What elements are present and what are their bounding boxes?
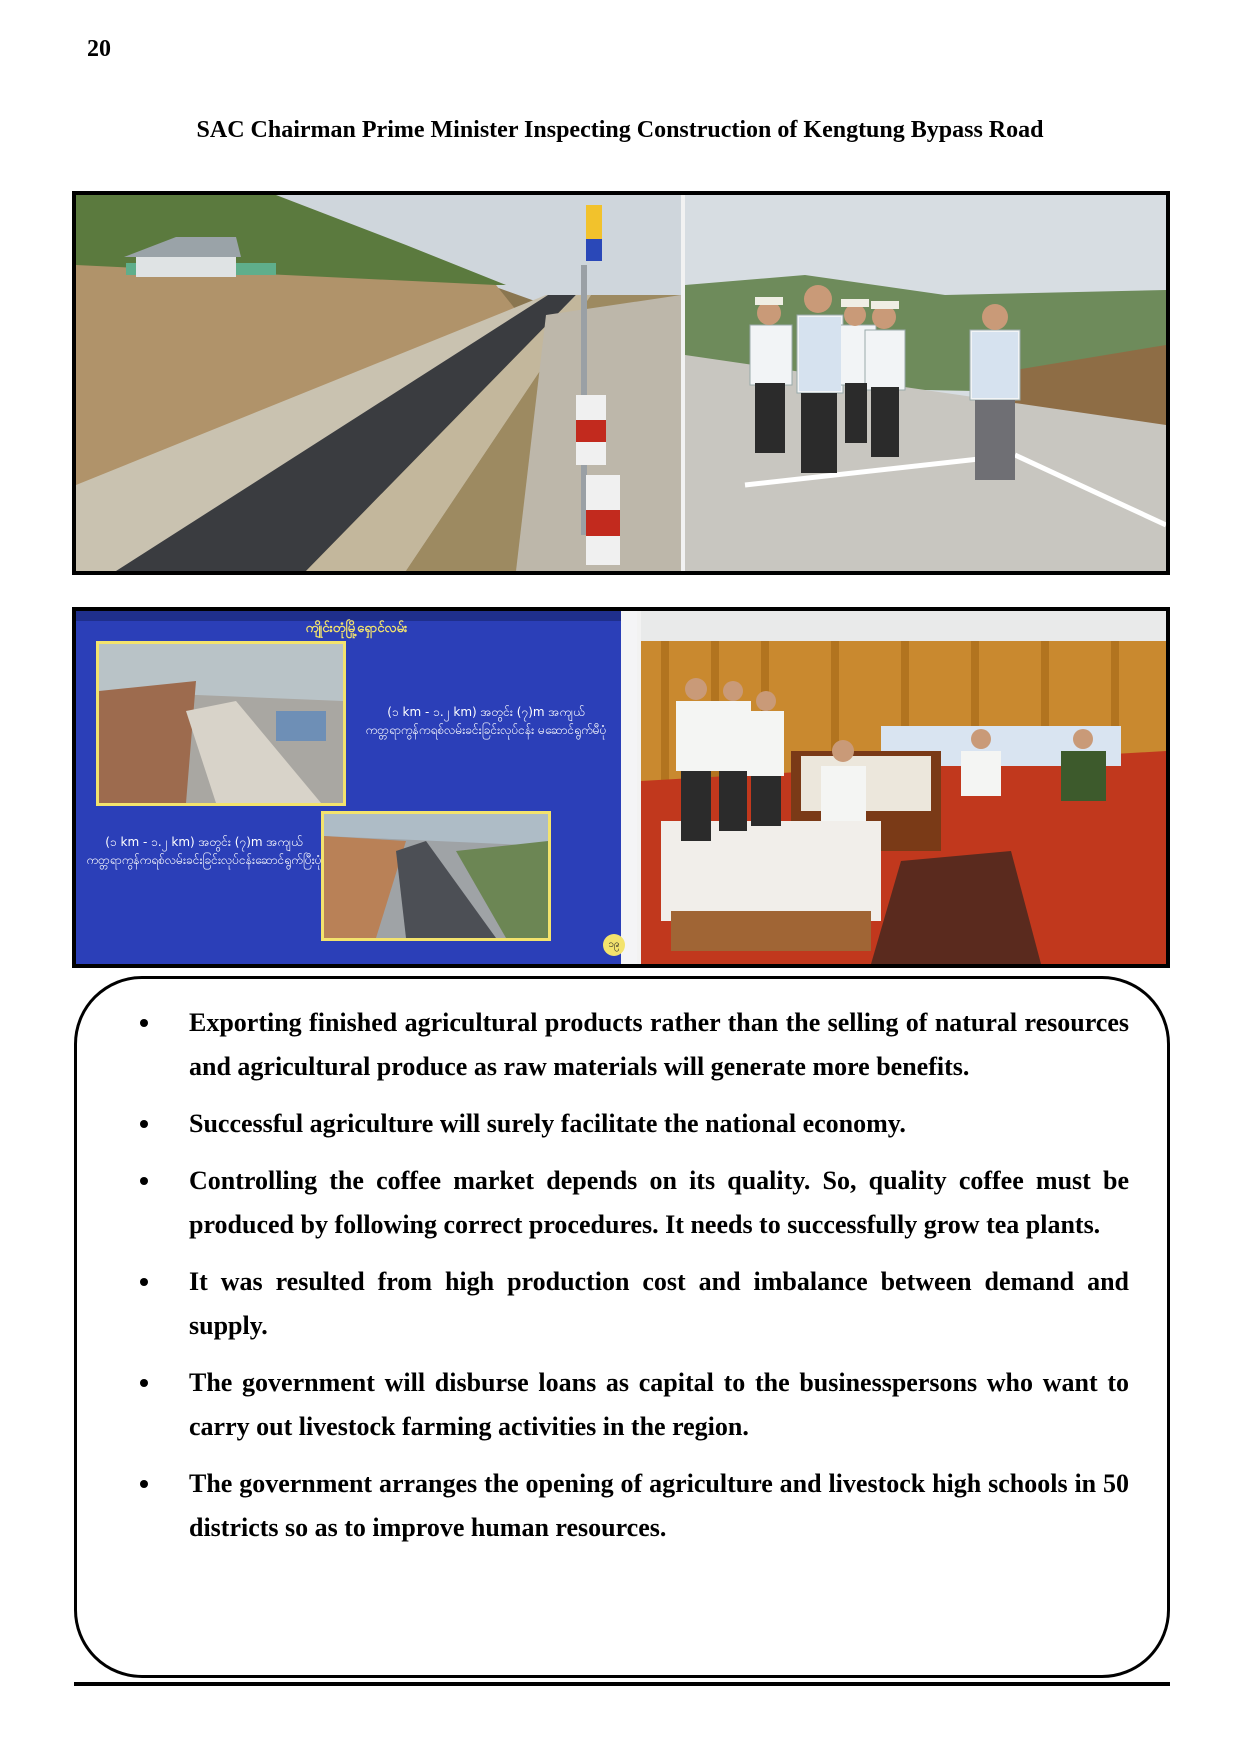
key-point: Controlling the coffee market depends on its quality. So, quality coffee must be produced by following correct procedures. It needs to successfully grow tea plants. — [111, 1159, 1129, 1247]
page-title: SAC Chairman Prime Minister Inspecting Construction of Kengtung Bypass Road — [196, 117, 1044, 143]
key-point: The government will disburse loans as capital to the businesspersons who want to carry out livestock farming activities in the region. — [111, 1361, 1129, 1449]
slide-caption-after: (၁ km - ၁.၂ km) အတွင်း (၇)m အကျယ် ကတ္တရာကွန်ကရစ်လမ်းခင်းခြင်းလုပ်ငန်းဆောင်ရွက်ပြီးပုံ — [86, 835, 322, 867]
key-point: The government arranges the opening of agriculture and livestock high schools in 50 districts so as to improve human resources. — [111, 1462, 1129, 1550]
key-point: Successful agriculture will surely facilitate the national economy. — [111, 1102, 1129, 1146]
key-points-box — [74, 976, 1170, 1678]
bottom-photo-row — [72, 607, 1170, 968]
key-point: It was resulted from high production cost and imbalance between demand and supply. — [111, 1260, 1129, 1348]
top-photo-row — [72, 191, 1170, 575]
officials-at-site-photo — [685, 195, 1166, 571]
key-points-list — [77, 979, 1167, 1550]
slide-page-badge: ၁၉ — [603, 934, 625, 956]
key-point: Exporting finished agricultural products rather than the selling of natural resources and agricultural produce as raw materials will generate more benefits. — [111, 1001, 1129, 1089]
page-number: 20 — [87, 36, 111, 62]
briefing-hall-photo — [641, 611, 1166, 964]
slide-heading: ကျိုင်းတုံမြို့ရှောင်လမ်း — [305, 621, 408, 636]
slide-caption-before: (၁ km - ၁.၂ km) အတွင်း (၇)m အကျယ် ကတ္တရာကွန်ကရစ်လမ်းခင်းခြင်းလုပ်ငန်း မဆောင်ရွက်မီပုံ — [365, 705, 607, 737]
bypass-road-photo — [76, 195, 681, 571]
footer-rule — [74, 1682, 1170, 1686]
project-slide-photo — [76, 611, 637, 964]
